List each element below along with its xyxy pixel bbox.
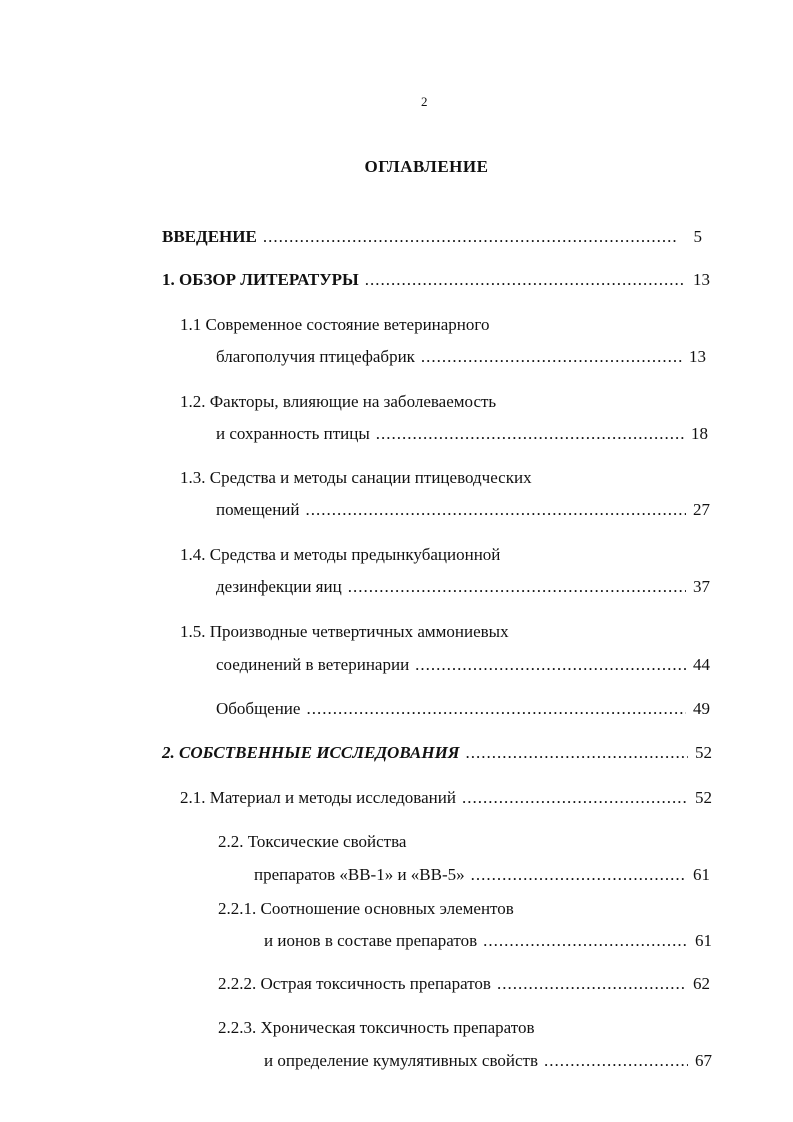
toc-label: благополучия птицефабрик: [216, 347, 415, 366]
toc-page-number: 27: [693, 500, 710, 519]
toc-entry-1-2-line1: 1.2. Факторы, влияющие на заболеваемость: [180, 392, 497, 411]
toc-entry-1-5[interactable]: [216, 654, 710, 676]
toc-entry-1-4[interactable]: [216, 576, 710, 598]
toc-label: 1. ОБЗОР ЛИТЕРАТУРЫ: [162, 270, 359, 289]
toc-entry-2-1[interactable]: [180, 787, 712, 809]
toc-entry-2-2-line1: 2.2. Токсические свойства: [218, 832, 407, 851]
toc-entry-2-2[interactable]: [254, 864, 710, 886]
toc-label: соединений в ветеринарии: [216, 655, 410, 674]
toc-entry-2-2-2[interactable]: [218, 973, 710, 995]
toc-label: и ионов в составе препаратов: [264, 931, 478, 950]
page-title: ОГЛАВЛЕНИЕ: [364, 157, 489, 176]
toc-label: 2.2.2. Острая токсичность препаратов: [218, 974, 491, 993]
toc-page-number: 52: [695, 743, 712, 762]
toc-leader: [376, 423, 684, 445]
toc-entry-chapter-2[interactable]: [162, 742, 712, 764]
toc-leader: [306, 698, 686, 720]
toc-leader: [471, 864, 686, 886]
toc-page-number: 52: [695, 788, 712, 807]
toc-leader: [544, 1050, 688, 1072]
toc-entry-1-1[interactable]: [216, 346, 706, 368]
toc-leader: [466, 742, 688, 764]
toc-page-number: 13: [693, 270, 710, 289]
toc-label: Обобщение: [216, 699, 301, 718]
toc-leader: [497, 973, 686, 995]
toc-label: помещений: [216, 500, 300, 519]
toc-entry-1-3-line1: 1.3. Средства и методы санации птицеводческих: [180, 468, 532, 487]
toc-page-number: 13: [689, 347, 706, 366]
toc-leader: [263, 226, 678, 248]
toc-label: и сохранность птицы: [216, 424, 370, 443]
toc-label: ВВЕДЕНИЕ: [162, 227, 257, 246]
toc-entry-1-5-line1: 1.5. Производные четвертичных аммониевых: [180, 622, 509, 641]
page-number: 2: [421, 94, 428, 109]
toc-page-number: 49: [693, 699, 710, 718]
toc-page-number: 61: [693, 865, 710, 884]
toc-page-number: 37: [693, 577, 710, 596]
toc-entry-2-2-1-line1: 2.2.1. Соотношение основных элементов: [218, 899, 514, 918]
toc-entry-1-2[interactable]: [216, 423, 708, 445]
toc-page-number: 18: [691, 424, 708, 443]
toc-label: и определение кумулятивных свойств: [264, 1051, 538, 1070]
toc-label: 2. СОБСТВЕННЫЕ ИССЛЕДОВАНИЯ: [162, 743, 460, 762]
toc-leader: [483, 930, 688, 952]
toc-entry-1-1-line1: 1.1 Современное состояние ветеринарного: [180, 315, 490, 334]
toc-entry-summary[interactable]: [216, 698, 710, 720]
toc-page-number: 44: [693, 655, 710, 674]
toc-label: 2.1. Материал и методы исследований: [180, 788, 456, 807]
toc-leader: [306, 499, 686, 521]
toc-entry-1-4-line1: 1.4. Средства и методы предынкубационной: [180, 545, 501, 564]
toc-page-number: 62: [693, 974, 710, 993]
toc-label: дезинфекции яиц: [216, 577, 342, 596]
toc-leader: [462, 787, 688, 809]
toc-label: препаратов «ВВ-1» и «ВВ-5»: [254, 865, 465, 884]
toc-entry-2-2-3[interactable]: [264, 1050, 712, 1072]
toc-entry-chapter-1[interactable]: [162, 269, 710, 291]
toc-entry-2-2-3-line1: 2.2.3. Хроническая токсичность препаратов: [218, 1018, 535, 1037]
toc-entry-2-2-1[interactable]: [264, 930, 712, 952]
toc-page-number: 61: [695, 931, 712, 950]
toc-leader: [365, 269, 686, 291]
toc-leader: [421, 346, 682, 368]
toc-page-number: 5: [693, 227, 702, 246]
toc-page-number: 67: [695, 1051, 712, 1070]
toc-entry-1-3[interactable]: [216, 499, 710, 521]
toc-entry-intro[interactable]: [162, 226, 702, 248]
toc-leader: [415, 654, 686, 676]
toc-leader: [348, 576, 686, 598]
